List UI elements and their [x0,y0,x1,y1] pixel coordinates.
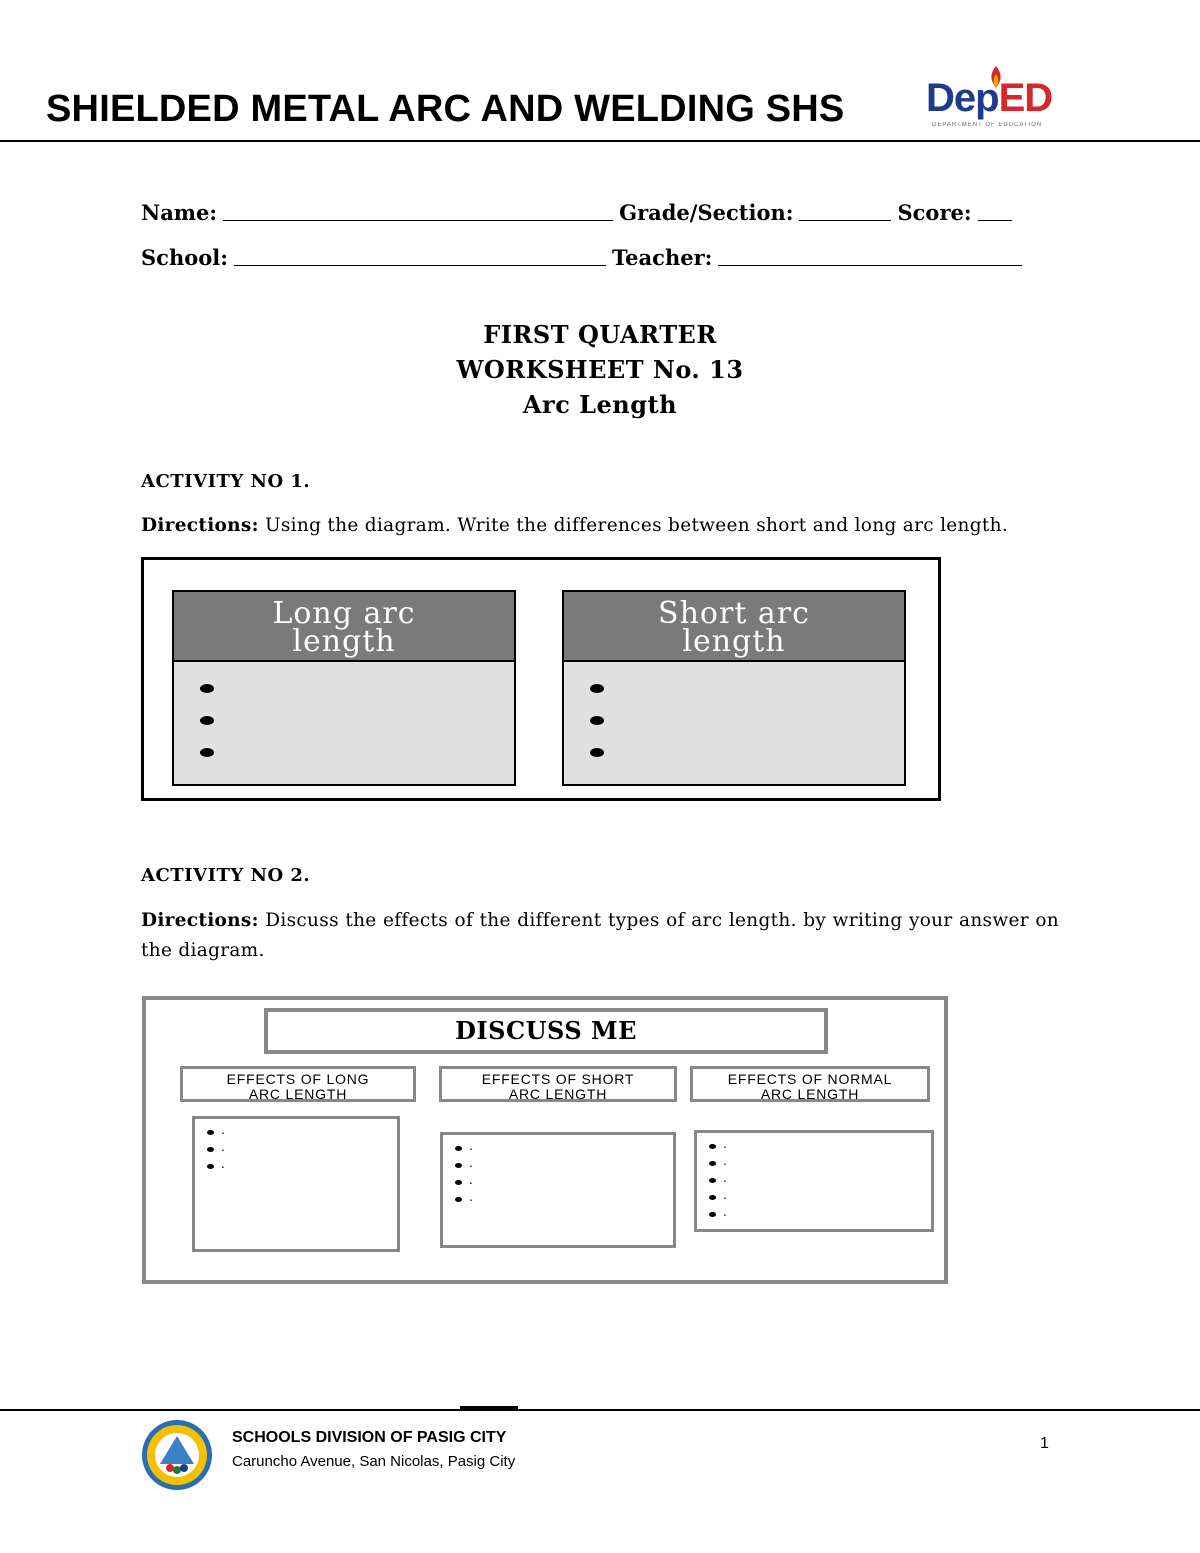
list-item [205,1125,397,1142]
activity-1-directions: Directions: Using the diagram. Write the differences between short and long arc length. [141,515,1009,536]
activity-2-directions: Directions: Discuss the effects of the different types of arc length. by writing your answer on the diagram. [141,910,1059,961]
document-title: SHIELDED METAL ARC AND WELDING SHS [46,88,845,130]
grade-section-label: Grade/Section: [619,200,794,225]
arc-length-comparison-diagram [141,557,941,801]
short-arc-effects-box[interactable] [440,1132,676,1248]
deped-wordmark: DepED [926,76,1053,120]
teacher-field[interactable] [718,243,1022,266]
long-arc-card [172,590,516,786]
footer-rule [0,1409,1200,1411]
score-label: Score: [897,200,972,225]
activity-2-heading: ACTIVITY NO 2. [141,865,311,886]
division-seal-icon [140,1418,214,1492]
short-arc-card [562,590,906,786]
discuss-me-diagram [142,996,948,1284]
list-item [205,1142,397,1159]
school-label: School: [141,245,228,270]
long-arc-effects-box[interactable] [192,1116,400,1252]
list-item[interactable] [174,676,514,708]
worksheet-title: WORKSHEET No. 13 [456,355,744,384]
short-arc-effects-header: EFFECTS OF SHORT ARC LENGTH [439,1066,677,1102]
page-number: 1 [1040,1435,1049,1452]
list-item [707,1139,931,1156]
normal-arc-effects-header: EFFECTS OF NORMAL ARC LENGTH [690,1066,930,1102]
list-item [707,1190,931,1207]
normal-arc-effects-box[interactable] [694,1130,934,1232]
list-item[interactable] [564,740,904,772]
school-field[interactable] [234,243,606,266]
list-item [453,1158,673,1175]
name-field[interactable] [223,198,613,221]
list-item [453,1175,673,1192]
footer-address: Caruncho Avenue, San Nicolas, Pasig City [232,1453,516,1470]
quarter-title: FIRST QUARTER [483,320,717,349]
list-item [205,1159,397,1176]
grade-section-field[interactable] [799,198,891,221]
list-item [453,1141,673,1158]
long-arc-header: Long arc length [174,592,514,662]
teacher-label: Teacher: [611,245,713,270]
name-label: Name: [141,200,218,225]
long-arc-effects-header: EFFECTS OF LONG ARC LENGTH [180,1066,416,1102]
score-field[interactable] [978,198,1012,221]
footer-organization: SCHOOLS DIVISION OF PASIG CITY [232,1429,507,1446]
header-rule [0,140,1200,142]
short-arc-effects-list [443,1135,673,1209]
short-arc-bullets [564,662,904,772]
list-item [707,1207,931,1224]
short-arc-header: Short arc length [564,592,904,662]
topic-title: Arc Length [522,390,678,419]
list-item [707,1156,931,1173]
list-item [453,1192,673,1209]
list-item [707,1173,931,1190]
activity-1-heading: ACTIVITY NO 1. [141,471,311,492]
deped-logo [922,62,1062,134]
discuss-me-banner: DISCUSS ME [264,1008,828,1054]
long-arc-effects-list [195,1119,397,1176]
list-item[interactable] [174,740,514,772]
long-arc-bullets [174,662,514,772]
info-row-2 [141,243,1028,270]
list-item[interactable] [564,708,904,740]
list-item[interactable] [174,708,514,740]
info-row-1 [141,198,1018,225]
normal-arc-effects-list [697,1133,931,1224]
deped-tagline: DEPARTMENT OF EDUCATION [932,122,1043,128]
list-item[interactable] [564,676,904,708]
